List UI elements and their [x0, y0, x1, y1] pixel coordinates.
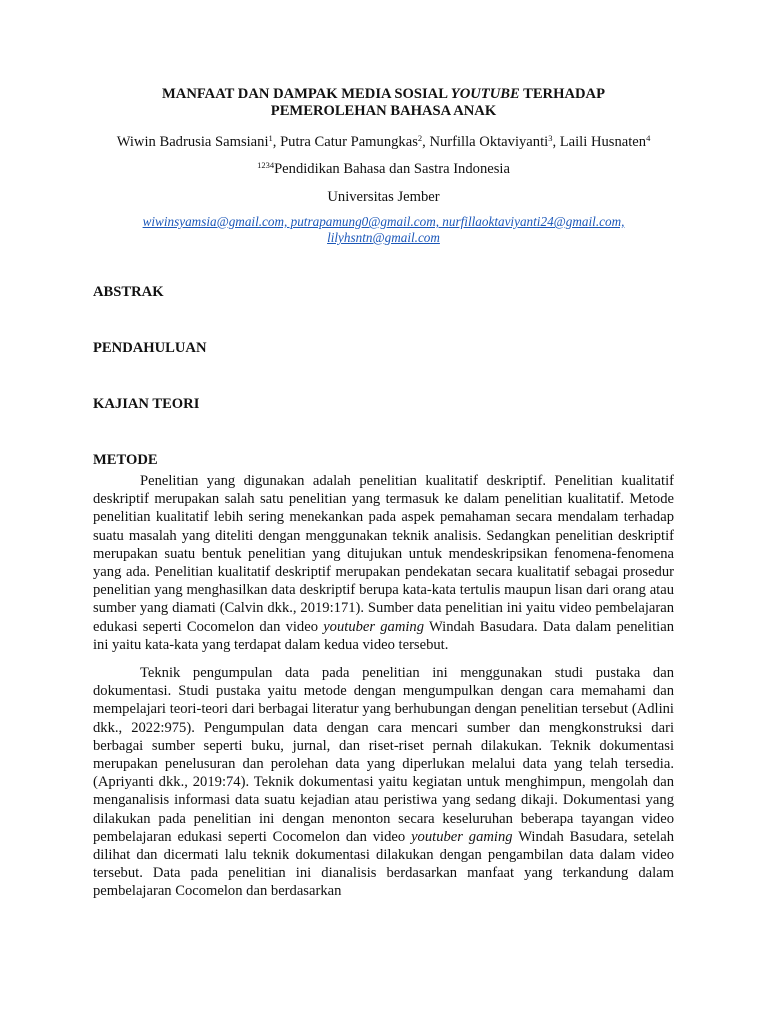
author-name: Putra Catur Pamungkas [280, 134, 418, 150]
author-name: Laili Husnaten [559, 134, 647, 150]
title-line2: PEMEROLEHAN BAHASA ANAK [270, 103, 497, 119]
author-sup: 3 [548, 133, 553, 143]
heading-abstrak: ABSTRAK [93, 284, 164, 300]
author-sup: 2 [417, 133, 423, 143]
paragraph-metode-1 [93, 472, 674, 654]
paragraph-metode-2 [93, 664, 674, 901]
author-name: Nurfilla Oktaviyanti [429, 134, 549, 150]
author-list [93, 134, 674, 151]
author-sup: 4 [646, 133, 651, 143]
heading-pendahuluan: PENDAHULUAN [93, 340, 207, 356]
affiliation-text: Pendidikan Bahasa dan Sastra Indonesia [274, 161, 510, 177]
author-separator: , [272, 134, 281, 150]
paragraph-text: Penelitian yang digunakan adalah penelitian kualitatif deskriptif. Penelitian kualitatif deskriptif merupakan salah satu penelitian yang termasuk ke dalam penelitian kualitatif. Metode penelitian kualitatif lebih sering menekankan pada aspek pemahaman secara mendalam terhadap suatu masalah yang diteliti dengan menggunakan teknik analisis. Sedangkan penelitian deskriptif merupakan suatu bentuk penelitian yang ditujukan untuk mendeskripsikan fenomena-fenomena yang ada. Penelitian kualitatif deskriptif merupakan pendekatan secara kualitatif sebagai prosedur penelitian yang menghasilkan data deskriptif berupa kata-kata tertulis maupun lisan dari orang atau sumber yang diamati (Calvin dkk., 2019:171). Sumber data penelitian ini yaitu video pembelajaran edukasi seperti Cocomelon dan video [93, 473, 674, 635]
author-separator: , [422, 134, 430, 150]
paragraph-text: Teknik pengumpulan data pada penelitian ini menggunakan studi pustaka dan dokumentasi. Studi pustaka yaitu metode dengan mengumpulkan dengan cara memahami dan mempelajari teori-teori dari berbagai literatur yang berhubungan dengan penelitian tersebut (Adlini dkk., 2022:975). Pengumpulan data dengan cara mencari sumber dan mengkonstruksi dari berbagai sumber seperti buku, jurnal, dan riset-riset pernah dilakukan. Teknik dokumentasi merupakan penelusuran dan perolehan data yang diperlukan melalui data yang telah tersedia. (Apriyanti dkk., 2019:74). Teknik dokumentasi yaitu kegiatan untuk menghimpun, mengolah dan menganalisis informasi data suatu kejadian atau peristiwa yang sedang dikaji. Dokumentasi yang dilakukan pada penelitian ini dengan menonton secara keseluruhan beberapa tayangan video pembelajaran edukasi seperti Cocomelon dan video [93, 665, 674, 845]
paragraph-text: Windah Basudara. Data dalam penelitian ini yaitu kata-kata yang terdapat dalam kedua video tersebut. [93, 618, 674, 653]
affiliation [93, 161, 674, 178]
heading-metode: METODE [93, 452, 158, 468]
affiliation-sup: 1234 [257, 160, 275, 170]
title-italic-word: YOUTUBE [450, 86, 520, 102]
paragraph-italic: youtuber gaming [323, 618, 425, 635]
email-link[interactable]: lilyhsntn@gmail.com [327, 230, 440, 245]
email-list [93, 214, 674, 246]
paragraph-italic: youtuber gaming [411, 828, 513, 845]
author-name: Wiwin Badrusia Samsiani [116, 134, 269, 150]
author-separator: , [552, 134, 560, 150]
author-sup: 1 [268, 133, 273, 143]
university: Universitas Jember [327, 189, 440, 205]
title-line1-start: MANFAAT DAN DAMPAK MEDIA SOSIAL [162, 86, 451, 102]
document-page [93, 86, 674, 901]
paper-title [93, 86, 674, 120]
email-link[interactable]: wiwinsyamsia@gmail.com, putrapamung0@gmail.com, nurfillaoktaviyanti24@gmail.com, [142, 214, 625, 229]
title-line1-end: TERHADAP [519, 86, 605, 102]
heading-kajian-teori: KAJIAN TEORI [93, 396, 200, 412]
paragraph-text: Windah Basudara, setelah dilihat dan dicermati lalu teknik dokumentasi dilakukan dengan pengambilan data dalam video tersebut. Data pada penelitian ini dianalisis berdasarkan manfaat yang terkandung dalam pembelajaran Cocomelon dan berdasarkan [93, 828, 675, 900]
